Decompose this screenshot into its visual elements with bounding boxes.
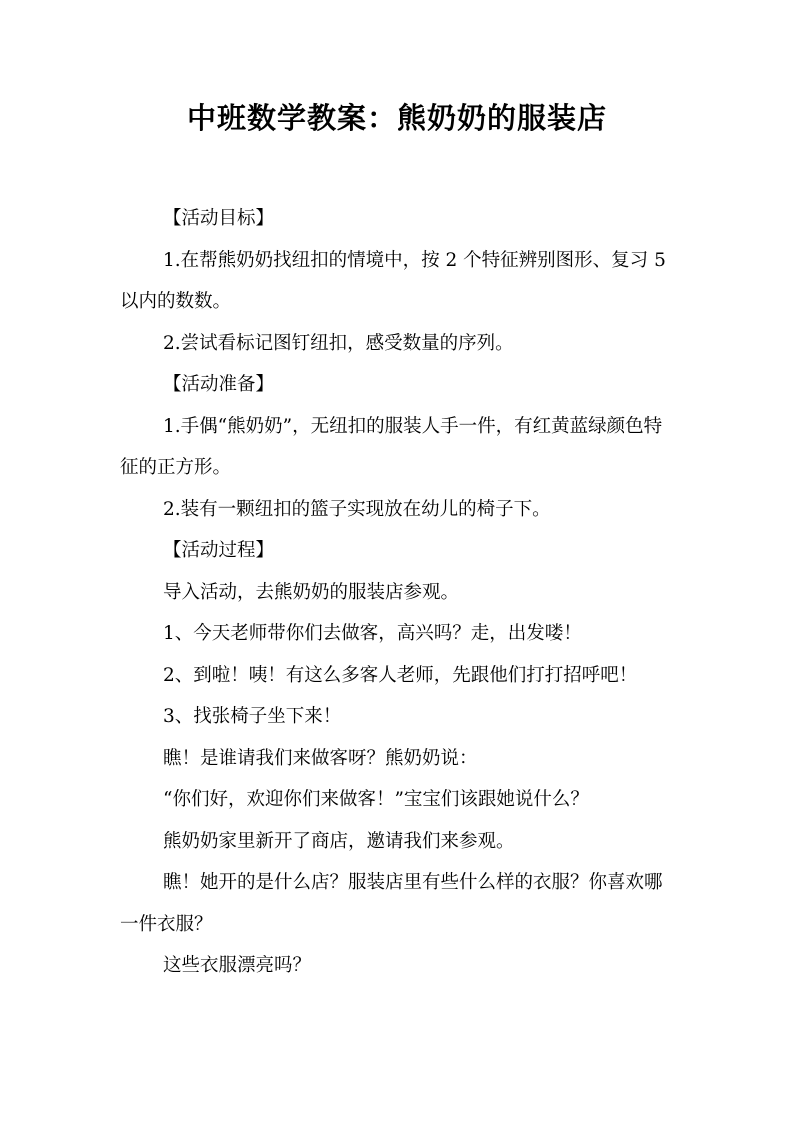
paragraph: 熊奶奶家里新开了商店，邀请我们来参观。	[163, 830, 515, 852]
paragraph: 1.在帮熊奶奶找纽扣的情境中，按 2 个特征辨别图形、复习 5 以内的数数。	[120, 249, 666, 312]
section-heading-goals: 【活动目标】	[163, 208, 275, 229]
document-title: 中班数学教案：熊奶奶的服装店	[186, 101, 607, 135]
paragraph: 瞧！她开的是什么店？服装店里有些什么样的衣服？你喜欢哪一件衣服？	[120, 872, 663, 935]
section-heading-process: 【活动过程】	[163, 540, 275, 561]
paragraph: 瞧！是谁请我们来做客呀？熊奶奶说：	[163, 747, 478, 769]
paragraph: 1、今天老师带你们去做客，高兴吗？走，出发喽！	[163, 623, 582, 644]
paragraph: 2.装有一颗纽扣的篮子实现放在幼儿的椅子下。	[163, 498, 551, 520]
paragraph: 这些衣服漂亮吗？	[163, 955, 312, 976]
paragraph: 2.尝试看标记图钉纽扣，感受数量的序列。	[163, 332, 514, 354]
section-heading-preparation: 【活动准备】	[163, 374, 275, 395]
paragraph: “你们好，欢迎你们来做客！”宝宝们该跟她说什么？	[163, 789, 589, 810]
paragraph: 3、找张椅子坐下来！	[163, 706, 342, 727]
paragraph: 导入活动，去熊奶奶的服装店参观。	[163, 581, 460, 603]
paragraph: 1.手偶“熊奶奶”，无纽扣的服装人手一件，有红黄蓝绿颜色特征的正方形。	[120, 415, 663, 478]
paragraph: 2、到啦！咦！有这么多客人老师，先跟他们打打招呼吧！	[163, 664, 638, 686]
document-body	[120, 198, 680, 987]
